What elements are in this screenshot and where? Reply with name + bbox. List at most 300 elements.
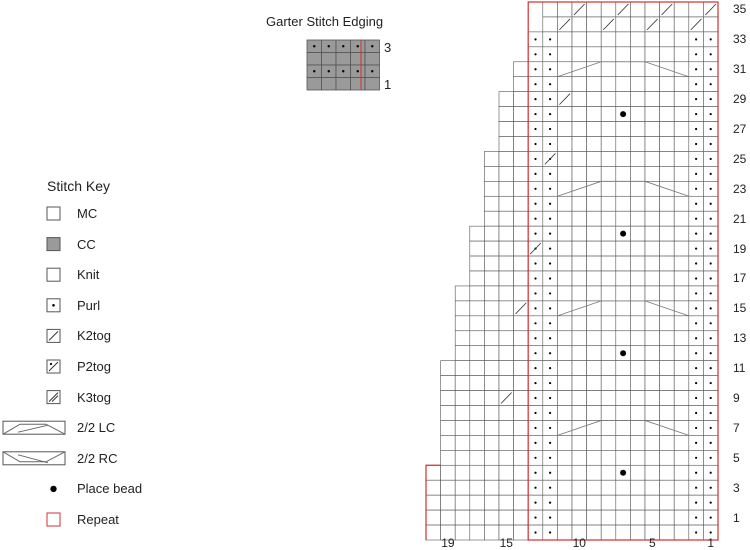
chart-cell <box>557 406 572 421</box>
purl-dot <box>549 442 551 444</box>
chart-cell <box>484 271 499 286</box>
chart-cell <box>557 196 572 211</box>
stitch-key-label: CC <box>77 236 96 252</box>
chart-cell <box>660 47 675 62</box>
purl-dot <box>695 367 697 369</box>
purl-dot <box>549 38 551 40</box>
chart-cell <box>470 286 485 301</box>
chart-cell <box>587 346 602 361</box>
chart-cell <box>572 226 587 241</box>
chart-cell <box>660 137 675 152</box>
chart-cell <box>470 480 485 495</box>
chart-cell <box>630 391 645 406</box>
chart-cell <box>601 525 616 540</box>
chart-cell <box>572 510 587 525</box>
chart-cell <box>499 92 514 107</box>
chart-cell <box>557 211 572 226</box>
purl-dot <box>695 68 697 70</box>
purl-dot <box>549 397 551 399</box>
k2tog-swatch-icon <box>47 329 60 342</box>
chart-cell <box>660 77 675 92</box>
chart-cell <box>557 137 572 152</box>
column-number: 15 <box>499 536 513 550</box>
chart-cell <box>645 47 660 62</box>
chart-cell <box>557 166 572 181</box>
chart-cell <box>484 435 499 450</box>
chart-cell <box>514 450 529 465</box>
purl-dot <box>695 188 697 190</box>
chart-cell <box>557 361 572 376</box>
chart-cell <box>630 196 645 211</box>
purl-dot <box>695 98 697 100</box>
chart-cell <box>587 151 602 166</box>
chart-cell <box>514 122 529 137</box>
chart-cell <box>630 465 645 480</box>
chart-cell <box>674 286 689 301</box>
chart-cell <box>572 495 587 510</box>
purl-dot <box>534 487 536 489</box>
purl-dot <box>549 53 551 55</box>
chart-cell <box>484 450 499 465</box>
purl-dot <box>695 233 697 235</box>
chart-cell <box>660 435 675 450</box>
chart-cell <box>426 465 441 480</box>
purl-dot <box>534 516 536 518</box>
chart-cell <box>601 465 616 480</box>
chart-cell <box>587 211 602 226</box>
chart-cell <box>616 361 631 376</box>
chart-cell <box>441 376 456 391</box>
purl-dot <box>549 472 551 474</box>
chart-cell <box>674 241 689 256</box>
purl-dot <box>710 397 712 399</box>
chart-cell <box>674 391 689 406</box>
chart-cell <box>514 286 529 301</box>
purl-dot <box>549 247 551 249</box>
chart-cell <box>484 181 499 196</box>
purl-dot <box>695 442 697 444</box>
chart-cell <box>572 107 587 122</box>
chart-cell <box>616 17 631 32</box>
chart-cell <box>470 525 485 540</box>
chart-cell <box>660 122 675 137</box>
row-number: 31 <box>733 62 747 77</box>
purl-dot <box>710 218 712 220</box>
chart-cell <box>557 122 572 137</box>
chart-cell <box>572 17 587 32</box>
chart-cell <box>499 331 514 346</box>
chart-cell <box>674 465 689 480</box>
chart-cell <box>645 226 660 241</box>
p2tog-swatch-icon <box>47 360 60 373</box>
chart-cell <box>616 137 631 152</box>
chart-cell <box>455 435 470 450</box>
purl-dot <box>710 457 712 459</box>
chart-cell <box>455 316 470 331</box>
purl-dot <box>695 292 697 294</box>
chart-cell <box>601 256 616 271</box>
purl-dot <box>534 53 536 55</box>
chart-cell <box>674 196 689 211</box>
chart-cell <box>499 465 514 480</box>
purl-dot <box>695 412 697 414</box>
chart-cell <box>557 331 572 346</box>
chart-cell <box>660 226 675 241</box>
chart-cell <box>616 196 631 211</box>
chart-cell <box>557 435 572 450</box>
chart-cell <box>601 510 616 525</box>
purl-dot <box>549 292 551 294</box>
chart-cell <box>572 211 587 226</box>
chart-cell <box>557 316 572 331</box>
chart-cell <box>572 480 587 495</box>
chart-cell <box>484 256 499 271</box>
purl-dot <box>534 83 536 85</box>
garter-edging-swatch <box>307 40 380 90</box>
chart-cell <box>674 256 689 271</box>
chart-cell <box>587 77 602 92</box>
chart-cell <box>572 151 587 166</box>
purl-dot <box>710 487 712 489</box>
chart-cell <box>601 435 616 450</box>
chart-cell <box>660 510 675 525</box>
garter-row-label: 3 <box>384 40 392 55</box>
chart-cell <box>601 32 616 47</box>
chart-cell <box>557 226 572 241</box>
chart-cell <box>470 465 485 480</box>
chart-cell <box>484 241 499 256</box>
chart-cell <box>660 361 675 376</box>
chart-cell <box>441 480 456 495</box>
purl-dot <box>549 322 551 324</box>
purl-dot <box>534 322 536 324</box>
chart-cell <box>601 122 616 137</box>
chart-cell <box>645 331 660 346</box>
purl-dot <box>710 531 712 533</box>
purl-dot <box>710 233 712 235</box>
purl-dot <box>549 233 551 235</box>
purl-dot <box>710 502 712 504</box>
chart-cell <box>674 480 689 495</box>
chart-cell <box>499 301 514 316</box>
chart-cell <box>630 271 645 286</box>
chart-cell <box>674 331 689 346</box>
chart-cell <box>514 166 529 181</box>
purl-dot <box>534 158 536 160</box>
chart-cell <box>601 406 616 421</box>
purl-dot <box>695 457 697 459</box>
chart-cell <box>616 241 631 256</box>
chart-cell <box>645 361 660 376</box>
k3tog-swatch-icon <box>47 391 60 404</box>
chart-cell <box>601 196 616 211</box>
purl-dot <box>549 128 551 130</box>
chart-cell <box>645 450 660 465</box>
chart-cell <box>484 166 499 181</box>
chart-cell <box>572 286 587 301</box>
chart-cell <box>441 465 456 480</box>
purl-dot <box>549 487 551 489</box>
chart-cell <box>616 480 631 495</box>
purl-dot <box>534 307 536 309</box>
purl-dot <box>549 502 551 504</box>
chart-cell <box>572 346 587 361</box>
column-number: 19 <box>441 536 455 550</box>
chart-cell <box>601 2 616 17</box>
chart-cell <box>557 346 572 361</box>
purl-dot <box>710 427 712 429</box>
chart-cell <box>572 316 587 331</box>
chart-cell <box>587 361 602 376</box>
row-number: 7 <box>733 420 740 435</box>
chart-cell <box>601 391 616 406</box>
chart-cell <box>674 510 689 525</box>
chart-cell <box>645 256 660 271</box>
purl-dot <box>549 516 551 518</box>
chart-cell <box>470 495 485 510</box>
chart-cell <box>601 301 616 316</box>
purl-dot <box>549 98 551 100</box>
chart-cell <box>557 151 572 166</box>
row-number: 33 <box>733 32 747 47</box>
chart-cell <box>703 17 718 32</box>
chart-cell <box>674 525 689 540</box>
purl-dot <box>710 113 712 115</box>
purl-dot <box>534 233 536 235</box>
chart-cell <box>660 406 675 421</box>
chart-cell <box>601 361 616 376</box>
purl-dot <box>549 203 551 205</box>
chart-cell <box>557 271 572 286</box>
chart-cell <box>660 151 675 166</box>
chart-cell <box>674 450 689 465</box>
bead-dot <box>620 470 626 476</box>
chart-cell <box>499 361 514 376</box>
chart-cell <box>470 316 485 331</box>
purl-dot <box>695 487 697 489</box>
chart-cell <box>587 122 602 137</box>
purl-dot <box>710 143 712 145</box>
purl-dot <box>549 262 551 264</box>
chart-cell <box>630 331 645 346</box>
chart-cell <box>514 346 529 361</box>
chart-cell <box>470 406 485 421</box>
purl-dot <box>710 173 712 175</box>
stitch-key-title: Stitch Key <box>47 178 111 194</box>
chart-cell <box>616 391 631 406</box>
bead-dot <box>620 350 626 356</box>
chart-cell <box>630 480 645 495</box>
chart-cell <box>441 361 456 376</box>
chart-cell <box>499 346 514 361</box>
stitch-key-label: Place bead <box>77 481 143 497</box>
chart-cell <box>499 181 514 196</box>
row-number: 1 <box>733 510 740 525</box>
chart-cell <box>660 376 675 391</box>
purl-dot <box>695 472 697 474</box>
chart-cell <box>660 480 675 495</box>
row-number: 5 <box>733 450 740 465</box>
purl-dot <box>695 143 697 145</box>
purl-dot <box>534 412 536 414</box>
purl-dot <box>710 412 712 414</box>
chart-cell <box>484 151 499 166</box>
chart-cell <box>587 92 602 107</box>
chart-cell <box>484 346 499 361</box>
chart-cell <box>514 465 529 480</box>
purl-dot <box>534 68 536 70</box>
knitting-chart <box>426 2 718 540</box>
row-number: 35 <box>733 2 747 17</box>
row-number: 25 <box>733 151 747 166</box>
chart-cell <box>616 525 631 540</box>
chart-cell <box>616 286 631 301</box>
chart-cell <box>616 62 631 77</box>
purl-dot <box>549 427 551 429</box>
chart-cell <box>543 17 558 32</box>
chart-cell <box>630 181 645 196</box>
purl-dot <box>695 203 697 205</box>
chart-cell <box>441 420 456 435</box>
chart-cell <box>514 420 529 435</box>
chart-cell <box>484 391 499 406</box>
chart-cell <box>572 122 587 137</box>
chart-cell <box>660 331 675 346</box>
garter-row-label: 1 <box>384 77 392 92</box>
chart-cell <box>514 435 529 450</box>
chart-cell <box>557 47 572 62</box>
chart-cell <box>616 376 631 391</box>
chart-cell <box>645 137 660 152</box>
chart-cell <box>514 376 529 391</box>
chart-cell <box>426 480 441 495</box>
chart-cell <box>587 331 602 346</box>
row-number: 17 <box>733 271 747 286</box>
purl-dot <box>534 472 536 474</box>
chart-cell <box>587 391 602 406</box>
chart-cell <box>470 361 485 376</box>
purl-dot <box>695 322 697 324</box>
purl-dot <box>710 203 712 205</box>
chart-cell <box>616 32 631 47</box>
chart-cell <box>674 32 689 47</box>
chart-cell <box>499 241 514 256</box>
chart-cell <box>499 256 514 271</box>
chart-cell <box>601 151 616 166</box>
purl-dot <box>534 457 536 459</box>
chart-cell <box>674 271 689 286</box>
chart-cell <box>587 271 602 286</box>
row-number: 3 <box>733 480 740 495</box>
chart-cell <box>630 376 645 391</box>
chart-cell <box>455 391 470 406</box>
chart-cell <box>587 107 602 122</box>
chart-cell <box>499 420 514 435</box>
chart-cell <box>455 420 470 435</box>
chart-cell <box>514 331 529 346</box>
chart-cell <box>674 122 689 137</box>
chart-cell <box>514 406 529 421</box>
purl-dot <box>695 427 697 429</box>
purl-dot <box>549 307 551 309</box>
chart-cell <box>601 376 616 391</box>
chart-cell <box>660 346 675 361</box>
chart-cell <box>587 17 602 32</box>
chart-cell <box>499 480 514 495</box>
chart-cell <box>645 406 660 421</box>
chart-cell <box>514 510 529 525</box>
chart-cell <box>645 107 660 122</box>
chart-cell <box>645 346 660 361</box>
chart-cell <box>470 301 485 316</box>
chart-cell <box>499 316 514 331</box>
chart-cell <box>484 510 499 525</box>
chart-cell <box>630 77 645 92</box>
chart-cell <box>630 435 645 450</box>
chart-cell <box>557 32 572 47</box>
chart-cell <box>601 420 616 435</box>
chart-cell <box>572 435 587 450</box>
purl-dot <box>695 502 697 504</box>
chart-cell <box>514 226 529 241</box>
purl-dot <box>534 188 536 190</box>
chart-cell <box>630 166 645 181</box>
chart-cell <box>514 391 529 406</box>
chart-cell <box>674 47 689 62</box>
repeat-swatch-icon <box>47 513 60 526</box>
chart-cell <box>572 450 587 465</box>
chart-cell <box>514 92 529 107</box>
row-number: 13 <box>733 331 747 346</box>
column-number: 10 <box>572 536 586 550</box>
chart-cell <box>630 17 645 32</box>
chart-cell <box>601 241 616 256</box>
purl-dot <box>710 53 712 55</box>
chart-cell <box>660 17 675 32</box>
purl-dot <box>710 442 712 444</box>
chart-cell <box>499 271 514 286</box>
chart-cell <box>645 271 660 286</box>
purl-dot <box>695 247 697 249</box>
purl-dot <box>695 307 697 309</box>
chart-cell <box>630 286 645 301</box>
chart-cell <box>660 450 675 465</box>
purl-dot <box>695 128 697 130</box>
chart-cell <box>660 92 675 107</box>
purl-dot <box>549 218 551 220</box>
chart-cell <box>441 406 456 421</box>
chart-cell <box>455 480 470 495</box>
chart-cell <box>499 211 514 226</box>
chart-cell <box>630 211 645 226</box>
purl-dot <box>695 173 697 175</box>
chart-cell <box>630 137 645 152</box>
purl-dot <box>710 472 712 474</box>
chart-cell <box>616 181 631 196</box>
chart-cell <box>616 450 631 465</box>
purl-dot <box>549 412 551 414</box>
row-number: 27 <box>733 122 747 137</box>
chart-cell <box>514 151 529 166</box>
mc-swatch-icon <box>47 207 60 220</box>
bead-dot <box>620 111 626 117</box>
chart-cell <box>455 465 470 480</box>
chart-cell <box>455 346 470 361</box>
purl-dot <box>549 173 551 175</box>
chart-cell <box>514 62 529 77</box>
purl-dot <box>549 277 551 279</box>
chart-cell <box>455 510 470 525</box>
